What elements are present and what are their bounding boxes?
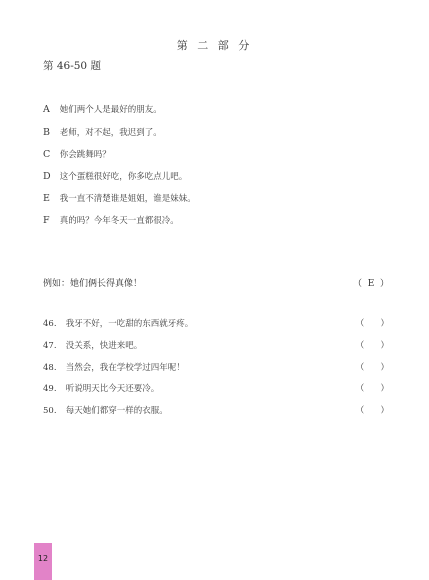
question-46 [43,317,389,329]
question-text: 当然会，我在学校学过四年呢！ [65,363,185,373]
example-text: 例如：她们俩长得真像！ [43,279,143,289]
option-letter: E [43,193,50,204]
question-text: 听说明天比今天还要冷。 [65,384,160,394]
option-text: 我一直不清楚谁是姐姐，谁是妹妹。 [59,194,196,204]
option-b [43,126,162,138]
option-text: 你会跳舞吗？ [59,150,111,160]
question-number: 47. [43,341,57,351]
example-answer: （ E ） [352,279,389,289]
option-a [43,103,162,115]
option-letter: B [43,127,50,138]
option-text: 这个蛋糕很好吃，你多吃点儿吧。 [59,172,188,182]
answer-blank[interactable]: （ ） [355,406,389,416]
question-49 [43,382,389,394]
option-text: 真的吗？今年冬天一直都很冷。 [59,216,179,226]
question-48 [43,361,389,373]
option-text: 老师，对不起，我迟到了。 [59,128,162,138]
question-text: 我牙不好，一吃甜的东西就牙疼。 [65,319,194,329]
page-number: 12 [37,554,49,563]
question-text: 每天她们都穿一样的衣服。 [65,406,168,416]
section-title: 第 二 部 分 [176,39,253,52]
option-e [43,192,196,204]
question-number: 49. [43,384,57,394]
option-letter: D [43,171,51,182]
question-text: 没关系，快进来吧。 [65,341,143,351]
question-range: 第 46-50 题 [43,60,101,72]
option-letter: F [43,215,50,226]
question-number: 48. [43,363,57,373]
example-row [43,276,389,289]
option-f [43,214,179,226]
option-text: 她们两个人是最好的朋友。 [59,105,162,115]
answer-blank[interactable]: （ ） [355,363,389,373]
page-number-tab [34,543,52,580]
question-number: 50. [43,406,57,416]
answer-blank[interactable]: （ ） [355,319,389,329]
answer-blank[interactable]: （ ） [355,341,389,351]
option-d [43,170,187,182]
option-letter: A [43,104,50,115]
option-letter: C [43,149,51,160]
option-c [43,148,111,160]
answer-blank[interactable]: （ ） [355,384,389,394]
question-47 [43,339,389,351]
question-50 [43,404,389,416]
question-number: 46. [43,319,57,329]
